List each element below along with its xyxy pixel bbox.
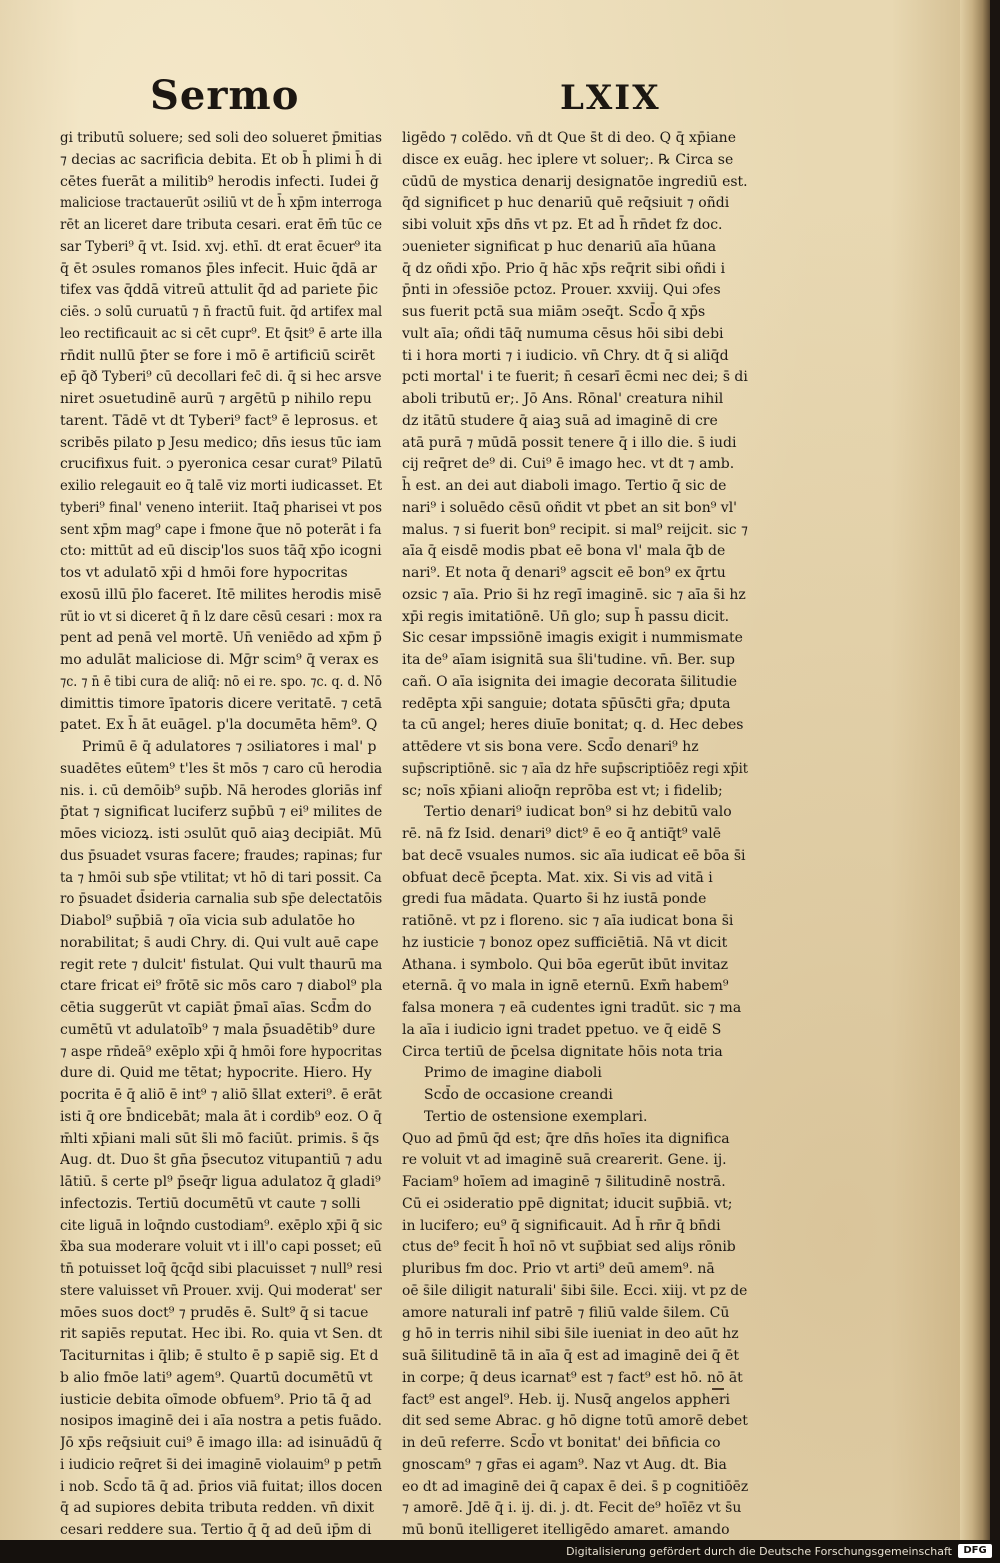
text-line: nis. i. cū demōib⁹ sup̄b. Nā herodes gloriās inf xyxy=(60,782,382,799)
text-line: p̄nti in ɔfessiōe pctoz. Prouer. xxviij. Qui ɔfes xyxy=(402,282,721,299)
text-line: stere valuisset vn̄ Prouer. xvij. Qui moderat' ser xyxy=(60,1282,382,1299)
text-line: dure di. Quid me tētat; hypocrite. Hiero. Hy xyxy=(60,1065,372,1082)
right-text-column xyxy=(402,128,748,1542)
text-line: ctare fricat ei⁹ frōtē sic mōs caro ⁊ diabol⁹ pla xyxy=(60,978,383,995)
text-line: infectozis. Tertiū documētū vt caute ⁊ solli xyxy=(60,1195,361,1212)
text-line: q̄ dz oñdi xp̄o. Prio q̄ hāc xp̄s req̄rit sibi oñdi i xyxy=(402,260,726,277)
text-line: obfuat decē p̄cepta. Mat. xix. Si vis ad vitā i xyxy=(402,869,713,886)
footer-bar xyxy=(0,1540,1000,1563)
text-line: cto: mittūt ad eū discip'los suos tāq̄ xp̄o icogni xyxy=(60,543,382,560)
dfg-logo: DFG xyxy=(958,1544,992,1558)
text-line: hz iusticie ⁊ bonoz opez sufficiētiā. Nā vt dicit xyxy=(402,934,728,951)
text-line: p̄tat ⁊ significat luciferz sup̄bū ⁊ ei⁹ milites de xyxy=(60,804,383,821)
text-line: amore naturali inf patrē ⁊ filiū valde s̄ilem. Cū xyxy=(402,1304,730,1321)
text-line: Tertio denari⁹ iudicat bon⁹ si hz debitū valo xyxy=(424,804,732,821)
text-line: tyberi⁹ final' veneno interiit. Itaq̄ pharisei vt pos xyxy=(60,499,383,516)
text-line: cij req̄ret de⁹ di. Cui⁹ ē imago hec. vt dt ⁊ amb. xyxy=(402,456,735,473)
text-line: Faciam⁹ hoīem ad imaginē ⁊ s̄ilitudinē nostrā. xyxy=(402,1174,726,1190)
text-line: tn̄ potuisset loq̄ q̄cq̄d sibi placuisset ⁊ null⁹ resi xyxy=(60,1261,382,1277)
text-line: ligēdo ⁊ colēdo. vn̄ dt Que s̄t di deo. Q q̄ xp̄iane xyxy=(402,130,736,146)
funding-notice: Digitalisierung gefördert durch die Deutsche Forschungsgemeinschaft xyxy=(566,1545,952,1558)
text-line: Primū ē q̄ adulatores ⁊ ɔsiliatores i mal' p xyxy=(82,739,377,755)
text-line: niret ɔsuetudinē aurū ⁊ argētū p nihilo repu xyxy=(60,391,372,407)
text-line: Tertio de ostensione exemplari. xyxy=(424,1108,648,1125)
text-line: rit sapiēs reputat. Hec ibi. Ro. quia vt Sen. dt xyxy=(60,1326,382,1343)
text-line: pcti mortal' i te fuerit; n̄ cesarī ēcmi nec dei; s̄ di xyxy=(402,369,748,386)
text-line: sus fuerit pctā sua miām ɔseq̄t. Scd̄o q̄ xp̄s xyxy=(402,304,706,320)
text-line: ta cū angel; heres diuīe bonitat; q. d. Hec debes xyxy=(402,717,744,734)
text-line: b alio fmōe lati⁹ agem⁹. Quartū documētū vt xyxy=(60,1369,373,1386)
text-line: malus. ⁊ si fuerit bon⁹ recipit. si mal⁹ reijcit. sic ⁊ xyxy=(402,521,748,538)
text-line: cañ. O aīa isignita dei imagie decorata s̄ilitudie xyxy=(402,673,738,690)
text-line: ro p̄suadet d̄sideria carnalia sub sp̄e delectatōis xyxy=(60,891,382,908)
text-line: h̄ est. an dei aut diaboli imago. Tertio q̄ sic de xyxy=(402,478,727,494)
text-line: ta ⁊ hmōi sub sp̄e vtilitat; vt hō di tari possit. Ca xyxy=(60,869,382,886)
text-line: exilio relegauit eo q̄ talē viz morti iudicasset. Et xyxy=(60,478,382,494)
text-line: ciēs. ɔ solū curuatū ⁊ n̄ fractū fuit. q̄d artifex mal xyxy=(60,304,383,320)
text-line: tarent. Tādē vt dt Tyberi⁹ fact⁹ ē leprosus. et xyxy=(60,412,378,429)
text-line: g hō in terris nihil sibi s̄ile iueniat in deo aūt hz xyxy=(402,1326,739,1343)
text-line: ita de⁹ aīam isignitā sua s̄li'tudine. vn̄. Ber. sup xyxy=(402,652,736,668)
text-line: lātiū. s̄ certe pl⁹ p̄seq̄r ligua adulatoz q̄ gladi⁹ xyxy=(60,1174,381,1190)
text-line: in lucifero; eu⁹ q̄ significauit. Ad h̄ rn̄r q̄ bn̄di xyxy=(402,1217,721,1234)
text-line: la aīa i iudicio igni tradet ppetuo. ve q̄ eidē S xyxy=(402,1021,722,1038)
text-line: ⁊ decias ac sacrificia debita. Et ob h̄ plimi h̄ di xyxy=(60,151,382,168)
text-line: ⁊ aspe rn̄deā⁹ exēplo xp̄i q̄ hmōi fore hypocritas xyxy=(60,1043,382,1060)
text-line: atā purā ⁊ mūdā possit tenere q̄ i illo die. s̄ iudi xyxy=(402,434,737,451)
text-line: leo rectificauit ac si cēt cupr⁹. Et q̄sit⁹ ē arte illa xyxy=(60,325,383,342)
text-line: nari⁹ i soluēdo cēsū oñdit vt pbet an sit bon⁹ vl' xyxy=(402,499,738,516)
text-line: q̄ ad supiores debita tributa redden. vn̄ dixit xyxy=(60,1500,375,1517)
text-line: cētes fuerāt a militib⁹ herodis infecti. Iudei ḡ xyxy=(60,173,379,190)
running-head-left: Sermo xyxy=(150,72,300,119)
text-line: dz itātū studere q̄ aiaꝫ suā ad imaginē di cre xyxy=(402,412,718,429)
page-edge xyxy=(960,0,990,1540)
text-line: Athana. i symbolo. Qui bōa egerūt ibūt invitaz xyxy=(402,956,729,973)
text-line: iusticie debita oīmode obfuem⁹. Prio tā q̄ ad xyxy=(60,1391,372,1408)
text-line: pocrita ē q̄ aliō ē int⁹ ⁊ aliō s̄llat exteri⁹. ē erāt xyxy=(60,1087,382,1103)
text-line: mo adulāt maliciose di. Mḡr scim⁹ q̄ verax es xyxy=(60,652,379,668)
text-line: eternā. q̄ vo mala in ignē eternū. Exm̄ habem⁹ xyxy=(402,978,729,995)
text-line: vult aīa; oñdi tāq̄ numuma cēsus hōi sibi debi xyxy=(402,325,724,342)
text-line: i iudicio req̄ret s̄i dei imaginē violauim⁹ p petm̄ xyxy=(60,1456,382,1473)
text-line: oē s̄ile diligit naturali' s̄ibi s̄ile. Ecci. xiij. vt pz de xyxy=(402,1282,748,1299)
text-line: rūt io vt si diceret q̄ n̄ lz dare cēsū cesari : mox ra xyxy=(60,608,383,625)
text-line: i nob. Scd̄o tā q̄ ad. p̄rios viā fuitat; illos docen xyxy=(60,1478,383,1495)
text-line: sibi voluit xp̄s dn̄s vt pz. Et ad h̄ rn̄det fz doc. xyxy=(402,217,723,233)
text-line: sc; noīs xp̄iani alioq̄n reprōba est vt; i fidelib; xyxy=(402,782,723,799)
page-mark xyxy=(712,1388,724,1390)
text-line: ratiōnē. vt pz i floreno. sic ⁊ aīa iudicat bona s̄i xyxy=(402,913,734,929)
text-line: gnoscam⁹ ⁊ gr̄as ei agam⁹. Naz vt Aug. dt. Bia xyxy=(402,1456,727,1473)
text-line: crucifixus fuit. ɔ pyeronica cesar curat⁹ Pilatū xyxy=(60,456,383,473)
text-line: xp̄i regis imitatiōnē. Un̄ glo; sup h̄ passu dicit. xyxy=(402,608,730,625)
text-line: ɔuenieter significat p huc denariū aīa hūana xyxy=(402,238,717,255)
text-line: mōes viciozꝝ. isti ɔsulūt quō aiaꝫ decipiāt. Mū xyxy=(60,826,382,842)
text-line: rēt an liceret dare tributa cesari. erat ēm̄ tūc ce xyxy=(60,217,382,233)
text-line: re voluit vt ad imaginē suā crearerit. Gene. ij. xyxy=(402,1152,727,1169)
text-line: sar Tyberi⁹ q̄ vt. Isid. xvj. ethī. dt erat ēcuer⁹ ita xyxy=(60,238,382,255)
text-line: gi tributū soluere; sed soli deo solueret p̄mitias xyxy=(60,130,382,146)
text-line: disce ex euāg. hec iplere vt soluer;. ℞ Circa se xyxy=(402,151,734,168)
text-line: suadētes eūtem⁹ t'les s̄t mōs ⁊ caro cū herodia xyxy=(60,760,383,777)
text-line: Aug. dt. Duo s̄t gn̄a p̄secutoz vitupantiū ⁊ adu xyxy=(60,1152,383,1169)
folio-number: LXIX xyxy=(560,78,661,118)
text-line: pluribus fm doc. Prio vt arti⁹ deū amem⁹. nā xyxy=(402,1261,715,1277)
text-line: cumētū vt adulatoīb⁹ ⁊ mala p̄suadētib⁹ dure xyxy=(60,1021,376,1038)
text-line: dus p̄suadet vsuras facere; fraudes; rapinas; fur xyxy=(60,847,382,864)
text-line: exosū illū p̄lo faceret. Itē milites herodis misē xyxy=(60,586,382,603)
text-line: patet. Ex h̄ āt euāgel. p'la documēta hēm⁹. Q xyxy=(60,717,378,734)
text-line: cite liguā in loq̄ndo custodiam⁹. exēplo xp̄i q̄ sic xyxy=(60,1217,383,1234)
text-line: ctus de⁹ fecit h̄ hoī nō vt sup̄biat sed aliȷs rōnib xyxy=(402,1239,736,1256)
text-line: eo dt ad imaginē dei q̄ capax ē dei. s̄ p cognitiōēz xyxy=(402,1478,749,1495)
text-line: sup̄scriptiōnē. sic ⁊ aīa dz hr̄e sup̄scriptiōēz regi xp̄it xyxy=(402,760,748,777)
text-line: rn̄dit nullū p̄ter se fore i mō ē artificiū scirēt xyxy=(60,347,375,364)
text-line: in deū referre. Scd̄o vt bonitat' dei bn̄ficia co xyxy=(402,1435,721,1451)
text-line: suā s̄ilitudinē tā in aīa q̄ est ad imaginē dei q̄ ēt xyxy=(402,1348,739,1364)
text-line: Quo ad p̄mū q̄d est; q̄re dn̄s hoīes ita dignifica xyxy=(402,1130,730,1147)
text-line: redēpta xp̄i sanguie; dotata sp̄ūsc̄ti gr̄a; dputa xyxy=(402,695,731,712)
text-line: aboli tributū er;. Jō Ans. Rōnal' creatura nihil xyxy=(402,391,724,407)
text-line: ⁊c. ⁊ n̄ ē tibi cura de aliq̄: nō ei re. spo. ⁊c. q. d. Nō xyxy=(60,673,383,690)
text-line: dimittis timore īpatoris dicere veritatē. ⁊ cetā xyxy=(60,695,383,712)
text-line: cūdū de mystica denarij designatōe ingrediū est. xyxy=(402,173,748,190)
text-line: isti q̄ ore b̄ndicebāt; mala āt i cordib⁹ eoz. O q̄ xyxy=(60,1108,382,1125)
text-line: ⁊ amorē. Jdē q̄ i. ij. di. j. dt. Fecit de⁹ hoīēz vt s̄u xyxy=(402,1500,742,1517)
text-line: ozsic ⁊ aīa. Prio s̄i hz regī imaginē. sic ⁊ aīa s̄i hz xyxy=(402,586,746,603)
text-line: rē. nā fz Isid. denari⁹ dict⁹ ē eo q̄ antiq̄t⁹ valē xyxy=(402,826,722,842)
text-line: tifex vas q̄ddā vitreū attulit q̄d ad pariete p̄ic xyxy=(60,282,379,299)
text-line: in corpe; q̄ deus icarnat⁹ est ⁊ fact⁹ est hō. nō āt xyxy=(402,1369,743,1386)
text-line: Diabol⁹ sup̄biā ⁊ oīa vicia sub adulatōe ho xyxy=(60,913,355,929)
text-line: nosipos imaginē dei i aīa nostra a petis fuādo. xyxy=(60,1413,382,1430)
text-line: pent ad penā vel mortē. Un̄ veniēdo ad xp̄m p̄ xyxy=(60,630,382,647)
text-line: q̄d significet p huc denariū quē req̄siuit ⁊ oñdi xyxy=(402,195,730,212)
text-line: cētia suggerūt vt capiāt p̄maī aīas. Scd̄m do xyxy=(60,1000,372,1016)
text-line: sent xp̄m mag⁹ cape i fmone q̄ue nō poterāt i fa xyxy=(60,521,382,538)
text-line: m̄lti xp̄iani mali sūt s̄li mō faciūt. primis. s̄ q̄s xyxy=(60,1130,380,1147)
text-line: aīa q̄ eisdē modis pbat eē bona vl' mala q̄b de xyxy=(402,543,726,560)
text-line: regit rete ⁊ dulcit' fistulat. Qui vult thaurū ma xyxy=(60,956,383,973)
text-line: mōes suos doct⁹ ⁊ prudēs ē. Sult⁹ q̄ si tacue xyxy=(60,1304,369,1321)
text-line: cesari reddere sua. Tertio q̄ q̄ ad deū ip̄m di xyxy=(60,1522,372,1538)
left-text-column xyxy=(60,128,382,1542)
text-line: nari⁹. Et nota q̄ denari⁹ agscit eē bon⁹ ex q̄rtu xyxy=(402,565,726,581)
text-line: Jō xp̄s req̄siuit cui⁹ ē imago illa: ad isinuādū q̄ xyxy=(60,1435,382,1451)
text-line: fact⁹ est angel⁹. Heb. ij. Nusq̄ angelos appheri xyxy=(402,1391,731,1408)
text-line: Primo de imagine diaboli xyxy=(424,1065,602,1082)
text-line: bat decē vsuales numos. sic aīa iudicat eē bōa s̄i xyxy=(402,847,746,864)
text-line: norabilitat; s̄ audi Chry. di. Qui vult auē cape xyxy=(60,934,379,951)
text-line: Circa tertiū de p̄celsa dignitate hōis nota tria xyxy=(402,1043,723,1060)
text-line: attēdere vt sis bona vere. Scd̄o denari⁹ hz xyxy=(402,739,699,755)
text-line: tos vt adulatō xp̄i d hmōi fore hypocritas xyxy=(60,565,348,581)
text-line: Scd̄o de occasione creandi xyxy=(424,1087,613,1103)
text-line: maliciose tractauerūt ɔsiliū vt de h̄ xp̄m interroga xyxy=(60,195,382,212)
text-line: x̄ba sua moderare voluit vt i ill'o capi posset; eū xyxy=(60,1239,382,1256)
text-line: gredi fua mādata. Quarto s̄i hz iustā ponde xyxy=(402,891,707,908)
text-line: scribēs pilato p Jesu medico; dn̄s iesus tūc iam xyxy=(60,434,382,451)
text-line: Cū ei ɔsideratio ppē dignitat; iducit sup̄biā. vt; xyxy=(402,1195,733,1212)
text-line: q̄ ēt ɔsules romanos p̄les infecit. Huic q̄dā ar xyxy=(60,260,377,277)
text-line: falsa monera ⁊ eā cudentes igni tradūt. sic ⁊ ma xyxy=(402,1000,742,1016)
text-line: Taciturnitas i q̄lib; ē stulto ē p sapiē sig. Et d xyxy=(60,1348,379,1364)
text-line: ep̄ q̄ð Tyberi⁹ cū decollari fec̄ di. q̄ si hec arsve xyxy=(60,369,382,386)
text-line: dit sed seme Abrac. g hō digne totū amorē debet xyxy=(402,1413,748,1430)
text-line: Sic cesar impssiōnē imagis exigit i nummismate xyxy=(402,630,743,647)
text-line: ti i hora morti ⁊ i iudicio. vn̄ Chry. dt q̄ si aliq̄d xyxy=(402,347,729,364)
text-line: mū bonū itelligeret itelligēdo amaret. amando xyxy=(402,1522,730,1538)
